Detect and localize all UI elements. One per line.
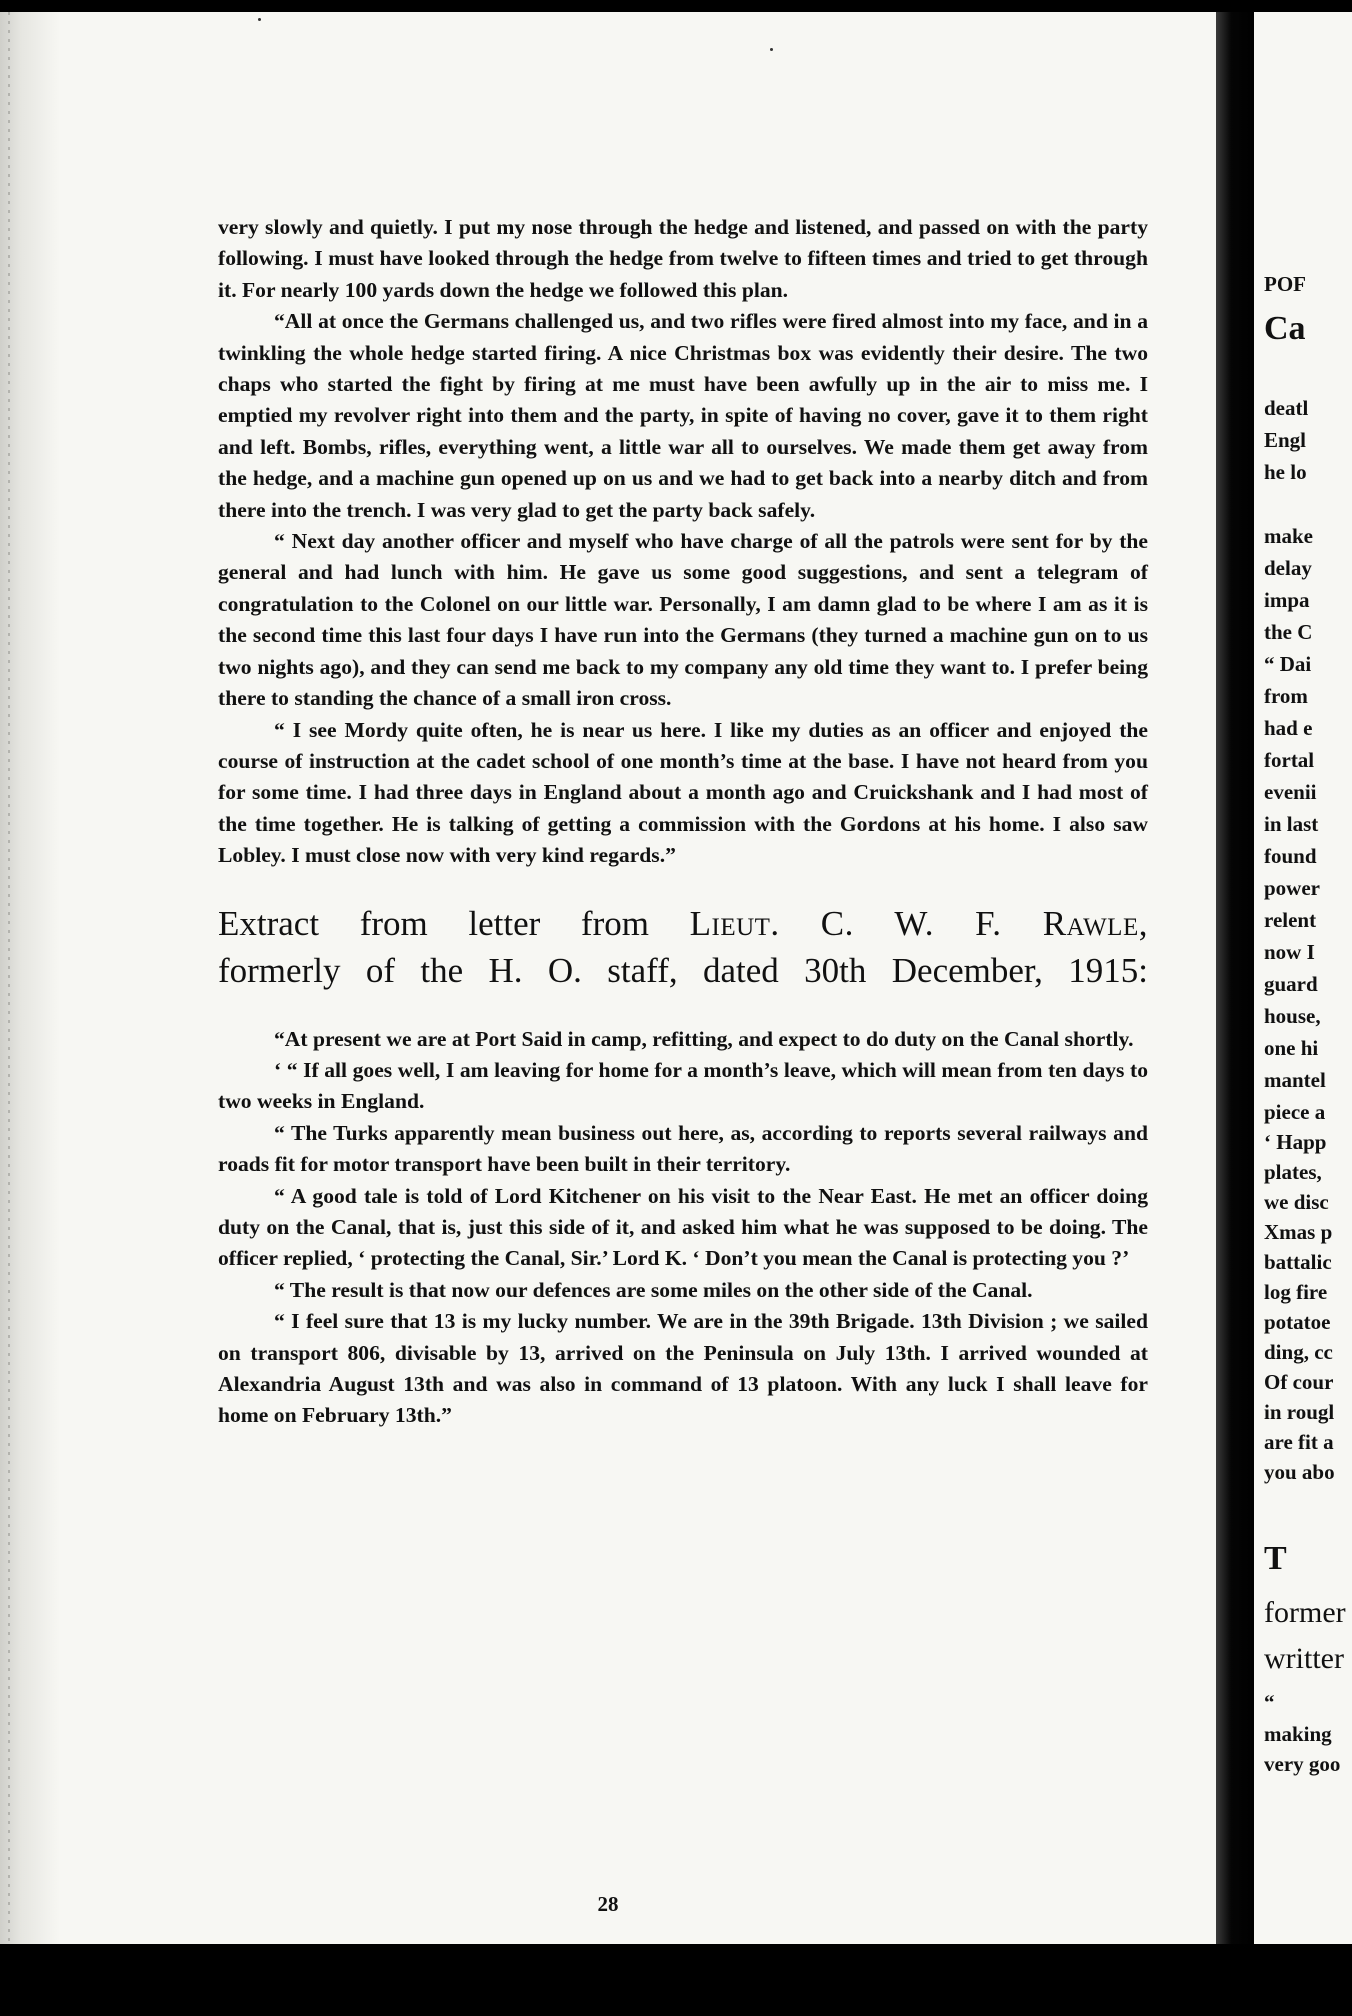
scan-speck (258, 18, 261, 21)
paragraph: “ The Turks apparently mean business out here, as, according to reports several railways and roads fit for motor transport have been built in their territory. (218, 1120, 1148, 1177)
paragraph: ‘ “ If all goes well, I am leaving for home for a month’s leave, which will mean from ten days to two weeks in England. (218, 1057, 1148, 1114)
right-page-fragment-line: found (1264, 844, 1317, 868)
right-page-fragment-line: power (1264, 876, 1320, 900)
heading-prefix: Extract from letter from (218, 903, 690, 943)
paragraph: “ I see Mordy quite often, he is near us here. I like my duties as an officer and enjoyed the course of instruction at the cadet school of one month’s time at the base. I have not heard from you for some time. I had three days in England about a month ago and Cruickshank and I had most of the time together. He is talking of getting a commission with the Gordons at his home. I also saw Lobley. I must close now with very kind regards.” (218, 717, 1148, 868)
section-heading (218, 900, 1148, 994)
right-page-fragment-line: POF (1264, 272, 1306, 296)
right-page-fragment-line: in last (1264, 812, 1319, 836)
right-page-fragment-line: the C (1264, 620, 1313, 644)
right-page-fragment-line: ‘ Happ (1264, 1130, 1327, 1154)
right-page-fragment-line: Xmas p (1264, 1220, 1333, 1244)
right-page-fragment-line: we disc (1264, 1190, 1329, 1214)
right-page-fragment-line: in rougl (1264, 1400, 1335, 1424)
paragraph: “ I feel sure that 13 is my lucky number. We are in the 39th Brigade. 13th Division ; we sailed on transport 806, divisable by 13, arrived on the Peninsula on July 13th. I arrived wounded at Alexandria August 13th and was also in command of 13 platoon. With any luck I shall leave for home on February 13th.” (218, 1309, 1148, 1428)
right-page-fragment-line: former (1264, 1596, 1346, 1629)
scan-top-border (0, 0, 1352, 12)
right-page-fragment-line: making (1264, 1722, 1332, 1746)
scan-speck (770, 48, 773, 51)
right-page-fragment-line: mantel (1264, 1068, 1326, 1092)
right-page-fragment-line: you abo (1264, 1460, 1335, 1484)
left-page (0, 12, 1216, 1944)
paragraph: “ A good tale is told of Lord Kitchener on his visit to the Near East. He met an officer doing duty on the Canal, that is, just this side of it, and asked him what he was supposed to be doing. The officer replied, ‘ protecting the Canal, Sir.’ Lord K. ‘ Don’t you mean the Canal is protecting you ?’ (218, 1183, 1148, 1271)
heading-author: Lieut. C. W. F. Rawle, (689, 903, 1148, 943)
right-page-fragment-line: now I (1264, 940, 1315, 964)
right-page-fragment-line: potatoe (1264, 1310, 1331, 1334)
paragraph: “All at once the Germans challenged us, and two rifles were fired almost into my face, and in a twinkling the whole hedge started firing. A nice Christmas box was evidently their desire. The two chaps who started the fight by firing at me must have been awfully up in the air to miss me. I emptied my revolver right into them and the party, in spite of having no cover, gave it to them right and left. Bombs, rifles, everything went, a little war all to ourselves. We made them get away from the hedge, and a machine gun opened up on us and we had to get back into a nearby ditch and from there into the trench. I was very glad to get the party back safely. (218, 309, 1148, 522)
right-page-fragment-line: plates, (1264, 1160, 1322, 1184)
right-page-fragment-line: deatl (1264, 396, 1309, 420)
right-page-fragment-line: had e (1264, 716, 1313, 740)
page-number: 28 (597, 1892, 619, 1916)
right-page-fragment-line: he lo (1264, 460, 1307, 484)
right-page-fragment-line: “ Dai (1264, 652, 1312, 676)
right-page-fragment-line: relent (1264, 908, 1317, 932)
right-page-fragment-line: from (1264, 684, 1308, 708)
page-edge-shadow (0, 12, 60, 1944)
paragraph: “At present we are at Port Said in camp, refitting, and expect to do duty on the Canal shortly. (274, 1026, 1134, 1051)
right-page-fragment-line: battalic (1264, 1250, 1332, 1274)
right-page-fragment-line: “ (1264, 1690, 1275, 1714)
right-page-fragment-line: impa (1264, 588, 1310, 612)
right-page-fragment-line: ding, cc (1264, 1340, 1333, 1364)
heading-line2: formerly of the H. O. staff, dated 30th December, 1915: (218, 950, 1148, 990)
right-page-fragment-line: evenii (1264, 780, 1317, 804)
body-text (218, 212, 1148, 1432)
paragraph: very slowly and quietly. I put my nose through the hedge and listened, and passed on with the party following. I must have looked through the hedge from twelve to fifteen times and tried to get through it. For nearly 100 yards down the hedge we followed this plan. (218, 215, 1148, 302)
right-page-fragment-line: Ca (1264, 310, 1306, 347)
paragraph: “ Next day another officer and myself who have charge of all the patrols were sent for by the general and had lunch with him. He gave us some good suggestions, and sent a telegram of congratulation to the Colonel on our little war. Personally, I am damn glad to be where I am as it is the second time this last four days I have run into the Germans (they turned a machine gun on to us two nights ago), and they can send me back to my company any old time they want to. I prefer being there to standing the chance of a small iron cross. (218, 529, 1148, 711)
right-page-fragment-line: make (1264, 524, 1313, 548)
right-page-fragment-line: delay (1264, 556, 1312, 580)
paragraph: “ The result is that now our defences are some miles on the other side of the Canal. (274, 1277, 1033, 1302)
right-page-fragment-line: log fire (1264, 1280, 1328, 1304)
right-page-fragment (1254, 12, 1352, 1944)
right-page-fragment-line: T (1264, 1540, 1287, 1577)
right-page-fragment-line: Engl (1264, 428, 1307, 452)
right-page-fragment-line: fortal (1264, 748, 1315, 772)
right-page-fragment-line: writter (1264, 1642, 1344, 1675)
right-page-fragment-line: Of cour (1264, 1370, 1334, 1394)
right-page-fragment-line: piece a (1264, 1100, 1326, 1124)
right-page-fragment-line: are fit a (1264, 1430, 1334, 1454)
scan-bottom-border (0, 1944, 1352, 2016)
book-gutter (1216, 12, 1254, 1944)
right-page-fragment-line: one hi (1264, 1036, 1319, 1060)
right-page-fragment-line: guard (1264, 972, 1318, 996)
right-page-fragment-line: very goo (1264, 1752, 1341, 1776)
right-page-fragment-line: house, (1264, 1004, 1321, 1028)
